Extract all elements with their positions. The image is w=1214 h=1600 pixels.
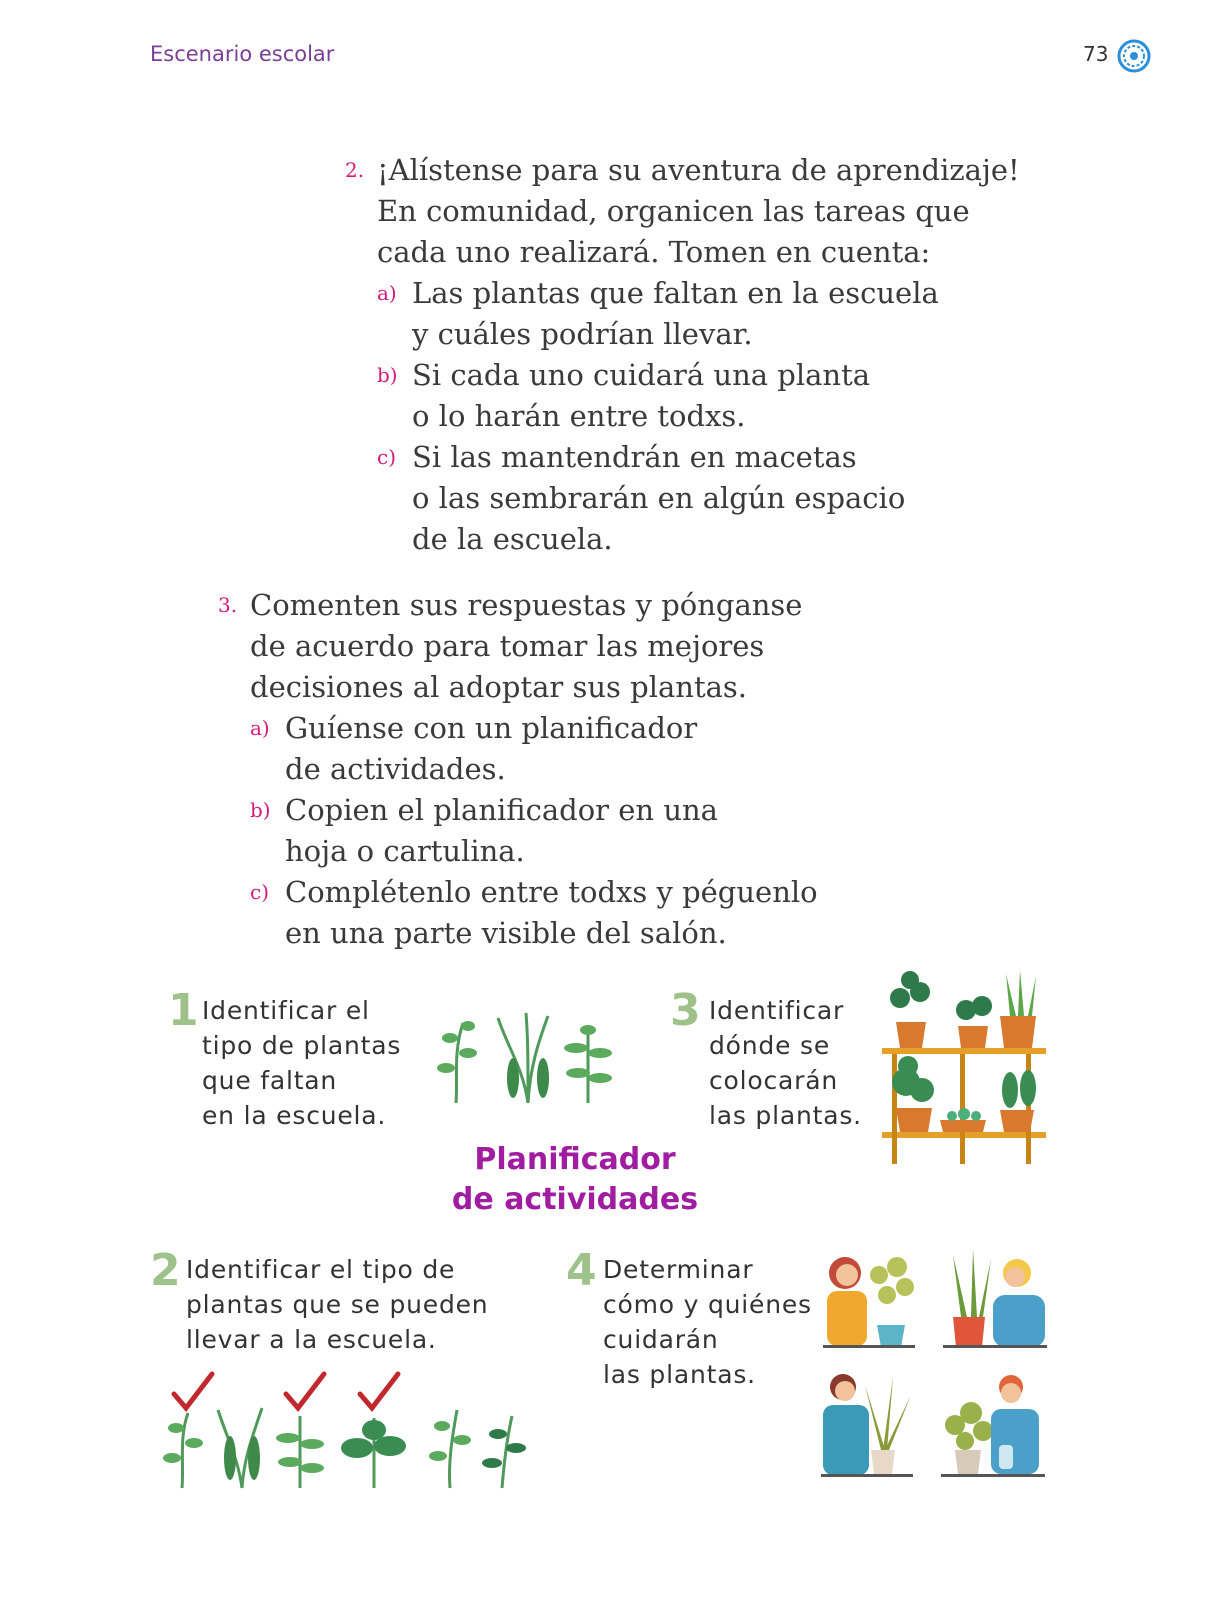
- item-label: c): [377, 445, 397, 469]
- text-line: en una parte visible del salón.: [285, 916, 727, 950]
- text-line: Determinar: [603, 1255, 754, 1284]
- question-3: [218, 585, 858, 954]
- text-line: Las plantas que faltan en la escuela: [412, 276, 939, 310]
- item-label: b): [250, 798, 271, 822]
- text-line: plantas que se pueden: [186, 1290, 489, 1319]
- text-line: tipo de plantas: [202, 1031, 402, 1060]
- sub-item: [250, 708, 858, 790]
- title-line: Planificador: [474, 1142, 676, 1177]
- planner-title: [430, 1140, 720, 1220]
- text-line: o las sembrarán en algún espacio: [412, 481, 906, 515]
- step-3-text: [709, 993, 862, 1133]
- step-number: 1: [168, 985, 199, 1036]
- text-line: cómo y quiénes: [603, 1290, 812, 1319]
- step-2-text: [186, 1252, 488, 1357]
- text-line: las plantas.: [709, 1101, 862, 1130]
- shelf-plants-illustration: [878, 970, 1050, 1166]
- plants-illustration: [428, 1008, 628, 1108]
- text-line: colocarán: [709, 1066, 838, 1095]
- text-line: de acuerdo para tomar las mejores: [250, 629, 765, 663]
- sub-item: [377, 273, 1045, 355]
- item-label: c): [250, 880, 270, 904]
- text-line: de la escuela.: [412, 522, 613, 556]
- step-number: 3: [670, 985, 701, 1036]
- text-line: llevar a la escuela.: [186, 1325, 437, 1354]
- text-line: Complétenlo entre todxs y péguenlo: [285, 875, 818, 909]
- item-label: a): [250, 716, 270, 740]
- text-line: las plantas.: [603, 1360, 756, 1389]
- text-line: hoja o cartulina.: [285, 834, 525, 868]
- text-line: Identificar: [709, 996, 845, 1025]
- step-1-text: [202, 993, 401, 1133]
- text-line: Identificar el: [202, 996, 370, 1025]
- text-line: que faltan: [202, 1066, 338, 1095]
- text-line: en la escuela.: [202, 1101, 387, 1130]
- text-line: Copien el planificador en una: [285, 793, 718, 827]
- sub-item: [377, 437, 1045, 560]
- text-line: y cuáles podrían llevar.: [412, 317, 753, 351]
- step-number: 2: [150, 1245, 181, 1296]
- emblem-icon: [1116, 38, 1152, 74]
- text-line: decisiones al adoptar sus plantas.: [250, 670, 747, 704]
- page-number: 73: [1083, 42, 1109, 66]
- question-2: [345, 150, 1045, 560]
- section-title: Escenario escolar: [150, 42, 335, 66]
- question-number: 3.: [218, 593, 238, 617]
- title-line: de actividades: [451, 1182, 699, 1217]
- text-line: Si las mantendrán en macetas: [412, 440, 857, 474]
- text-line: dónde se: [709, 1031, 831, 1060]
- sub-item: [250, 872, 858, 954]
- sub-item: [377, 355, 1045, 437]
- text-line: de actividades.: [285, 752, 506, 786]
- item-label: b): [377, 363, 398, 387]
- text-line: Comenten sus respuestas y pónganse: [250, 588, 803, 622]
- sub-item: [250, 790, 858, 872]
- text-line: Si cada uno cuidará una planta: [412, 358, 871, 392]
- plant-selection-illustration: [152, 1368, 532, 1493]
- text-line: En comunidad, organicen las tareas que: [377, 194, 970, 228]
- people-caring-plants-illustration: [815, 1245, 1055, 1480]
- text-line: cada uno realizará. Tomen en cuenta:: [377, 235, 931, 269]
- text-line: o lo harán entre todxs.: [412, 399, 746, 433]
- question-number: 2.: [345, 158, 365, 182]
- text-line: cuidarán: [603, 1325, 719, 1354]
- check-icon: [174, 1374, 398, 1408]
- step-4-text: [603, 1252, 812, 1392]
- text-line: Guíense con un planificador: [285, 711, 698, 745]
- text-line: Identificar el tipo de: [186, 1255, 456, 1284]
- text-line: ¡Alístense para su aventura de aprendizaje!: [377, 153, 1020, 187]
- item-label: a): [377, 281, 397, 305]
- step-number: 4: [566, 1245, 597, 1296]
